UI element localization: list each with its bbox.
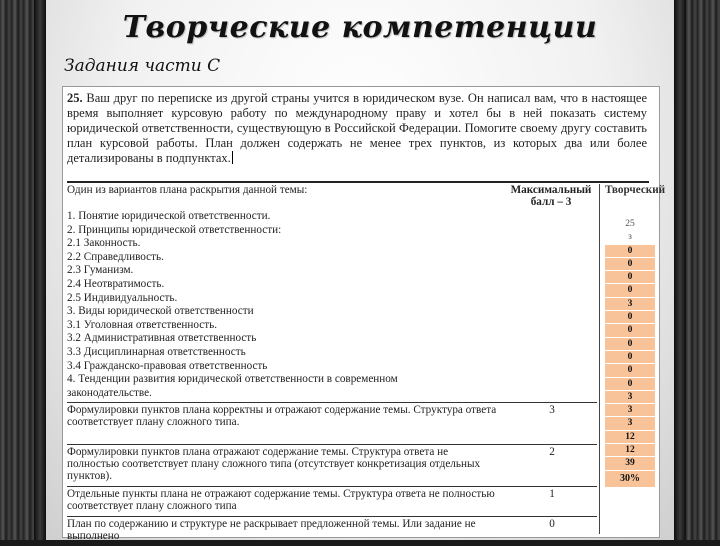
plan-row: 2.2 Справедливость.	[67, 250, 164, 263]
score-cell: 0	[605, 364, 655, 377]
right-frame-border	[674, 0, 720, 540]
plan-row: 2.3 Гуманизм.	[67, 264, 134, 277]
header-max-points: Максимальный балл – 3	[510, 184, 592, 208]
score-cell: 39	[605, 457, 655, 470]
score-cell: 0	[605, 378, 655, 391]
criterion-points: 3	[549, 404, 555, 416]
score-cell: 0	[605, 258, 655, 271]
score-column	[605, 218, 655, 488]
score-cell: 0	[605, 245, 655, 258]
task-number: 25.	[67, 91, 83, 105]
score-cell: 0	[605, 351, 655, 364]
criterion-points: 2	[549, 446, 555, 458]
plan-row: 3.4 Гражданско-правовая ответственность	[67, 359, 268, 372]
divider-line	[67, 181, 649, 183]
score-cell: 0	[605, 311, 655, 324]
criteria-divider	[67, 516, 597, 517]
header-plan: Один из вариантов плана раскрытия данной темы:	[67, 184, 308, 196]
criterion-points: 1	[549, 488, 555, 500]
score-cell: 3	[605, 298, 655, 311]
score-cell: 0	[605, 324, 655, 337]
text-cursor	[232, 151, 233, 164]
criteria-divider	[67, 486, 597, 487]
score-cell: 0	[605, 271, 655, 284]
score-cell: з	[605, 231, 655, 244]
criterion-row	[67, 518, 597, 546]
criterion-row	[67, 404, 597, 444]
criterion-text: Формулировки пунктов плана отражают содержание темы. Структура ответа не полностью соответствует плану сложного типа (отсутствует конкретизация отдельных пунктов).	[67, 446, 481, 482]
plan-row: законодательстве.	[67, 386, 152, 399]
criterion-text: План по содержанию и структуре не раскрывает предложенной темы. Или задание не выполнено	[67, 518, 476, 542]
plan-rows	[67, 210, 597, 400]
plan-row: 2.5 Индивидуальность.	[67, 291, 178, 304]
score-cell: 3	[605, 404, 655, 417]
plan-row: 4. Тенденции развития юридической ответственности в современном	[67, 373, 398, 386]
plan-row: 2.1 Законность.	[67, 237, 141, 250]
document-scan	[62, 86, 666, 542]
score-cell: 12	[605, 444, 655, 457]
score-cell: 25	[605, 218, 655, 231]
criterion-row	[67, 488, 597, 516]
criterion-row	[67, 446, 597, 486]
score-cell: 0	[605, 338, 655, 351]
column-separator	[599, 184, 600, 534]
criteria-divider	[67, 402, 597, 403]
slide	[46, 0, 674, 540]
slide-subtitle: Задания части С	[64, 56, 221, 76]
slide-title: Творческие компетенции	[122, 10, 598, 45]
plan-row: 2. Принципы юридической ответственности:	[67, 223, 282, 236]
header-scores: Творческий	[605, 184, 666, 196]
plan-row: 2.4 Неотвратимость.	[67, 277, 165, 290]
plan-row: 1. Понятие юридической ответственности.	[67, 210, 271, 222]
score-cell: 12	[605, 431, 655, 444]
score-cell: 30%	[605, 471, 655, 488]
task-body: Ваш друг по переписке из другой страны учится в юридическом вузе. Он написал вам, что в настоящее время выполняет курсовую работу по международному праву и хотел бы в ней показать систему юридической ответственности, существующую в Российской Федерации. Помогите своему другу составить план курсовой работы. План должен содержать не менее трех пунктов, из которых два или более детализированы в подпунктах.	[67, 91, 648, 165]
task-text	[67, 91, 647, 166]
criterion-text: Формулировки пунктов плана корректны и отражают содержание темы. Структура ответа соответствует плану сложного типа.	[67, 404, 497, 428]
table-header	[67, 184, 666, 208]
criterion-text: Отдельные пункты плана не отражают содержание темы. Структура ответа не полностью соответствует плану сложного типа	[67, 488, 495, 512]
plan-row: 3. Виды юридической ответственности	[67, 305, 254, 318]
score-cell: 3	[605, 391, 655, 404]
criterion-points: 0	[549, 518, 555, 530]
score-cell: 0	[605, 284, 655, 297]
plan-row: 3.3 Дисциплинарная ответственность	[67, 345, 246, 358]
plan-row: 3.1 Уголовная ответственность.	[67, 318, 218, 331]
left-frame-border	[0, 0, 46, 540]
criteria-divider	[67, 444, 597, 445]
score-cell: 3	[605, 417, 655, 430]
plan-row: 3.2 Административная ответственность	[67, 332, 257, 345]
